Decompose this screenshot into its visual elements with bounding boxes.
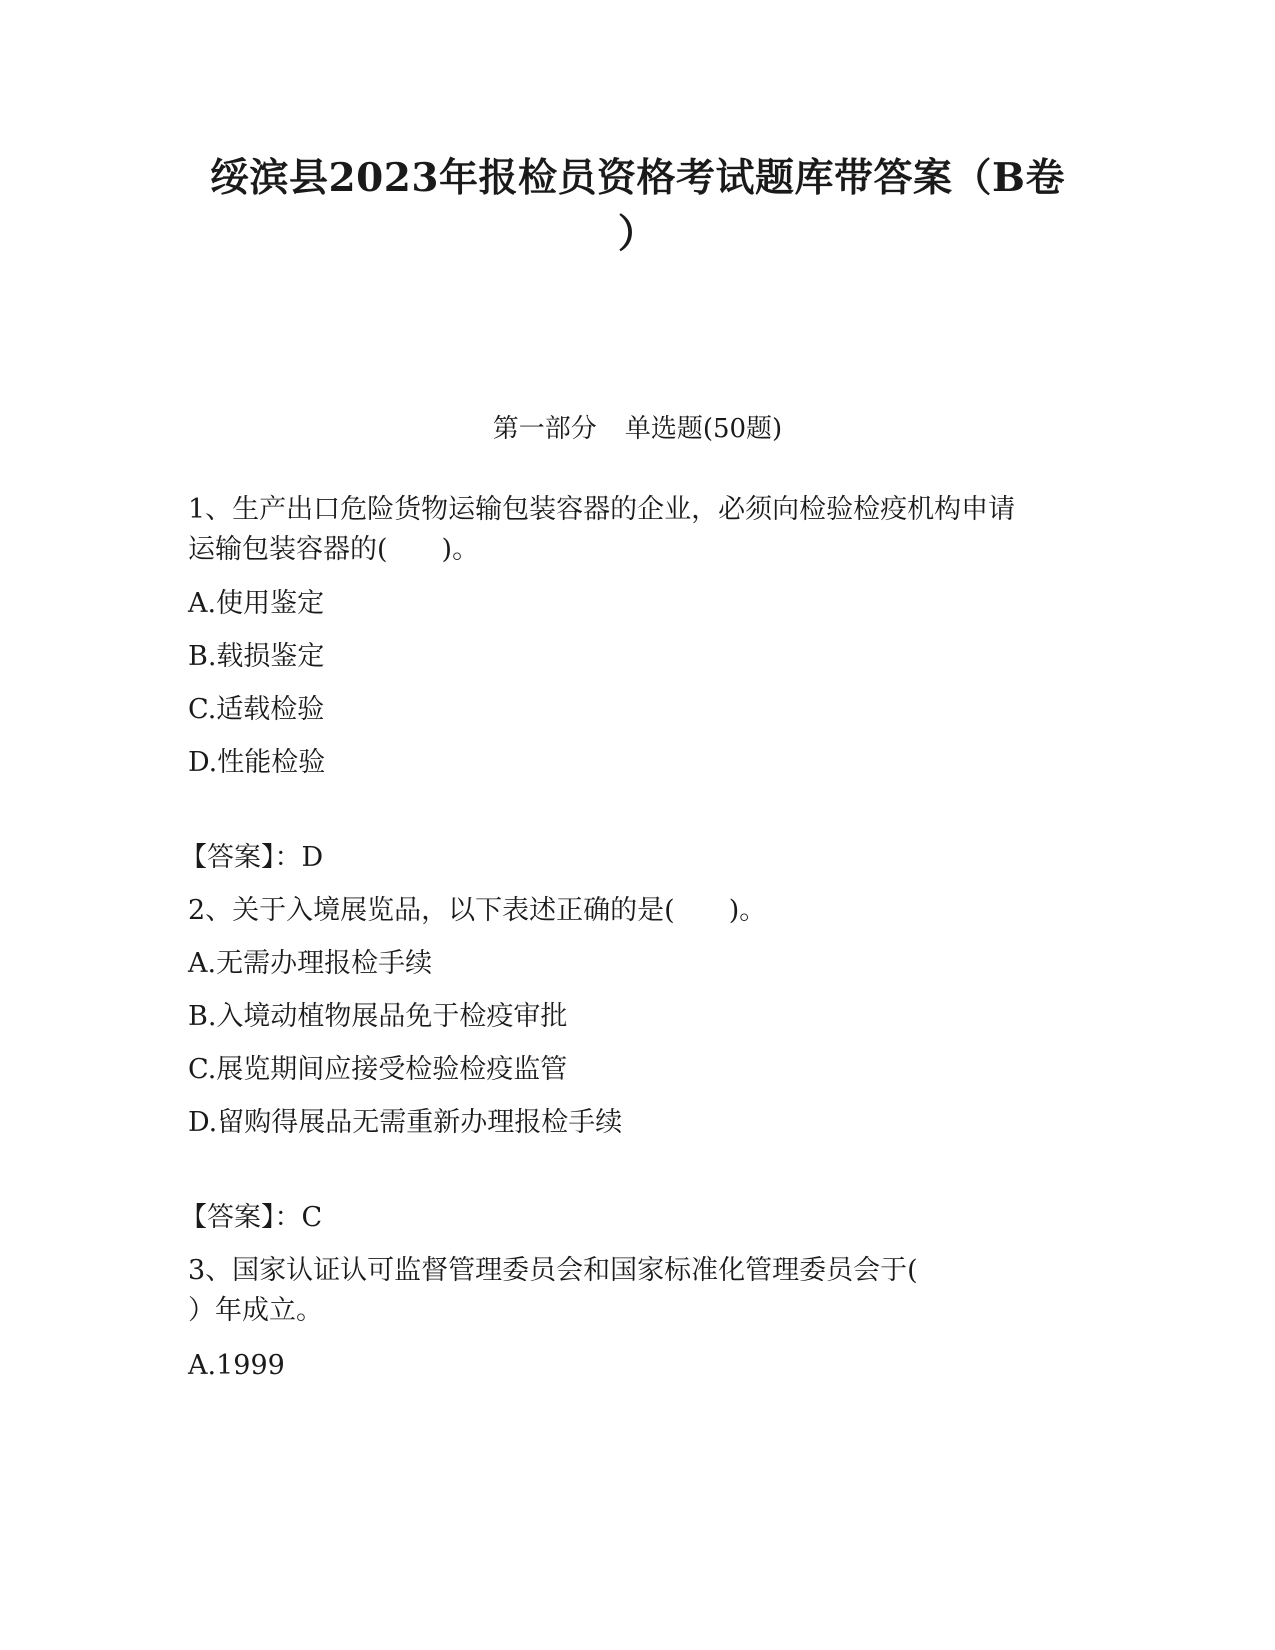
question-1-option-c: C.适载检验 <box>188 694 325 725</box>
question-line: 运输包装容器的( )。 <box>188 534 480 565</box>
title-line-1: 绥滨县2023年报检员资格考试题库带答案（B卷 <box>209 155 1065 201</box>
question-3-option-a: A.1999 <box>188 1350 285 1381</box>
section-name: 单选题(50题) <box>624 414 783 444</box>
section-heading <box>0 411 1275 447</box>
answer-value: C <box>301 1202 323 1233</box>
question-1-option-b: B.载损鉴定 <box>188 641 325 672</box>
question-2-option-c: C.展览期间应接受检验检疫监管 <box>188 1054 568 1085</box>
answer-label: 【答案】： <box>180 1202 302 1233</box>
question-2-option-d: D.留购得展品无需重新办理报检手续 <box>188 1107 623 1138</box>
question-line: 2、关于入境展览品，以下表述正确的是( )。 <box>188 895 767 926</box>
question-line: ）年成立。 <box>188 1295 323 1326</box>
document-title <box>150 150 1125 262</box>
section-part: 第一部分 <box>492 414 597 444</box>
question-2-option-a: A.无需办理报检手续 <box>188 948 433 979</box>
question-1-text <box>188 490 1088 570</box>
question-1-option-a: A.使用鉴定 <box>188 588 325 619</box>
question-2-text <box>188 891 1088 931</box>
question-2-answer <box>180 1200 322 1236</box>
question-2-option-b: B.入境动植物展品免于检疫审批 <box>188 1001 568 1032</box>
question-3-text <box>188 1251 1088 1331</box>
question-line: 3、国家认证认可监督管理委员会和国家标准化管理委员会于( <box>188 1255 918 1286</box>
title-line-2: ） <box>617 211 658 257</box>
question-1-option-d: D.性能检验 <box>188 747 326 778</box>
question-1-answer <box>180 840 323 876</box>
answer-value: D <box>301 842 324 873</box>
answer-label: 【答案】： <box>180 842 302 873</box>
question-line: 1、生产出口危险货物运输包装容器的企业，必须向检验检疫机构申请 <box>188 494 1016 525</box>
